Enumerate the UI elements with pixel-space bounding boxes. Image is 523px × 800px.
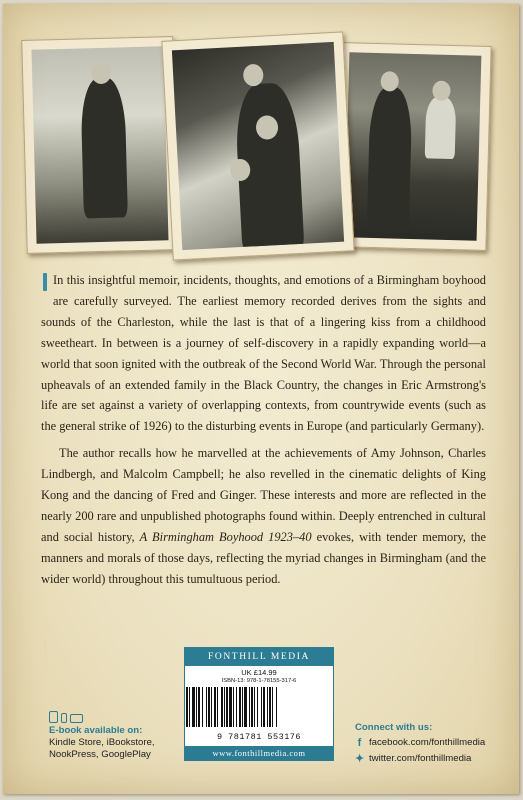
barcode-bar: [254, 687, 255, 727]
barcode-bar: [206, 687, 207, 727]
barcode-bar: [226, 687, 228, 727]
barcode-bar: [192, 687, 195, 727]
barcode-bar: [242, 687, 243, 727]
facebook-icon: f: [357, 737, 362, 749]
book-title: A Birmingham Boyhood 1923–40: [139, 529, 312, 544]
barcode-bar: [244, 687, 247, 727]
isbn-label: ISBN-13: 978-1-78155-317-6: [221, 678, 297, 684]
photo-young-man-by-tent: [21, 36, 179, 254]
blurb-paragraph-1: [41, 270, 486, 437]
phone-icon: [61, 713, 67, 723]
tablet-icon: [49, 711, 58, 723]
ebook-stores-line-1: Kindle Store, iBookstore,: [49, 737, 155, 748]
barcode-bar: [221, 687, 223, 727]
twitter-icon: ✦: [355, 753, 365, 765]
barcode-bar: [196, 687, 197, 727]
barcode-bar: [251, 687, 253, 727]
photo-family-group: [161, 31, 354, 260]
barcode-bar: [233, 687, 234, 727]
paragraph-2-text-b: evokes, with tender memory, the manners and morals of those days, reflecting the myriad changes in Birmingham (and the wider world) throughout this tumultuous period.: [41, 529, 486, 586]
barcode: [185, 687, 301, 727]
barcode-bar: [217, 687, 218, 727]
barcode-bar: [186, 687, 188, 727]
blurb-paragraph-2: [41, 443, 486, 589]
barcode-panel: [184, 647, 334, 761]
paragraph-1-text: n this insightful memoir, incidents, thoughts, and emotions of a Birmingham boyhood are carefully surveyed. The earliest memory recorded derives from the sights and sounds of the Charleston, while the last is that of a lingering kiss from a childhood sweetheart. In between is a journey of self-discovery in a rapidly expanding world—a world that soon ignited with the outbreak of the Second World War. Through the personal upheavals of an extended family in the Black Country, the changes in Eric Armstrong's life are set against a variety of overlapping contexts, from countrywide events (such as the general strike of 1926) to the disturbing events in Europe (and particularly Germany).: [41, 273, 486, 434]
ebook-stores-line-2: NookPress, GooglePlay: [49, 749, 151, 760]
barcode-bar: [257, 687, 258, 727]
ebook-title: E-book available on:: [49, 725, 143, 736]
price-label: UK £14.99: [241, 668, 277, 677]
facebook-link[interactable]: [355, 735, 505, 751]
blurb-text: [41, 270, 486, 590]
barcode-bar: [202, 687, 203, 727]
drop-cap-bar: [43, 273, 47, 291]
barcode-bar: [208, 687, 210, 727]
barcode-bar: [272, 687, 273, 727]
barcode-bar: [276, 687, 277, 727]
connect-info: [355, 721, 505, 767]
barcode-bar: [214, 687, 216, 727]
publisher-url: www.fonthillmedia.com: [185, 746, 333, 760]
barcode-bar: [189, 687, 190, 727]
twitter-link[interactable]: [355, 751, 505, 767]
barcode-bar: [249, 687, 250, 727]
connect-title: Connect with us:: [355, 722, 433, 733]
barcode-bar: [229, 687, 232, 727]
barcode-bar: [263, 687, 265, 727]
twitter-url: twitter.com/fonthillmedia: [369, 753, 472, 764]
publisher-logo: FONTHILL MEDIA: [185, 648, 333, 666]
drop-cap-letter: I: [53, 273, 58, 287]
isbn-digits: 9 781781 553176: [216, 732, 301, 742]
ebook-info: [49, 710, 189, 761]
facebook-url: facebook.com/fonthillmedia: [369, 737, 486, 748]
barcode-bar: [239, 687, 241, 727]
barcode-bar: [236, 687, 237, 727]
photo-trophy-winners: [334, 42, 491, 251]
paragraph-2-text-a: The author recalls how he marvelled at the achievements of Amy Johnson, Charles Lindbergh, and Malcolm Campbell; he also revelled in the cinematic delights of King Kong and the dancing of Fred and Ginger. These interests and more are reflected in the nearly 200 rare and unpublished photographs found within. Deeply entrenched in cultural and social history,: [41, 446, 486, 544]
barcode-bar: [267, 687, 268, 727]
barcode-bar: [269, 687, 271, 727]
laptop-icon: [70, 714, 83, 723]
barcode-bar: [198, 687, 200, 727]
barcode-bar: [261, 687, 262, 727]
barcode-bar: [224, 687, 225, 727]
back-cover: [3, 4, 519, 794]
barcode-bar: [211, 687, 212, 727]
